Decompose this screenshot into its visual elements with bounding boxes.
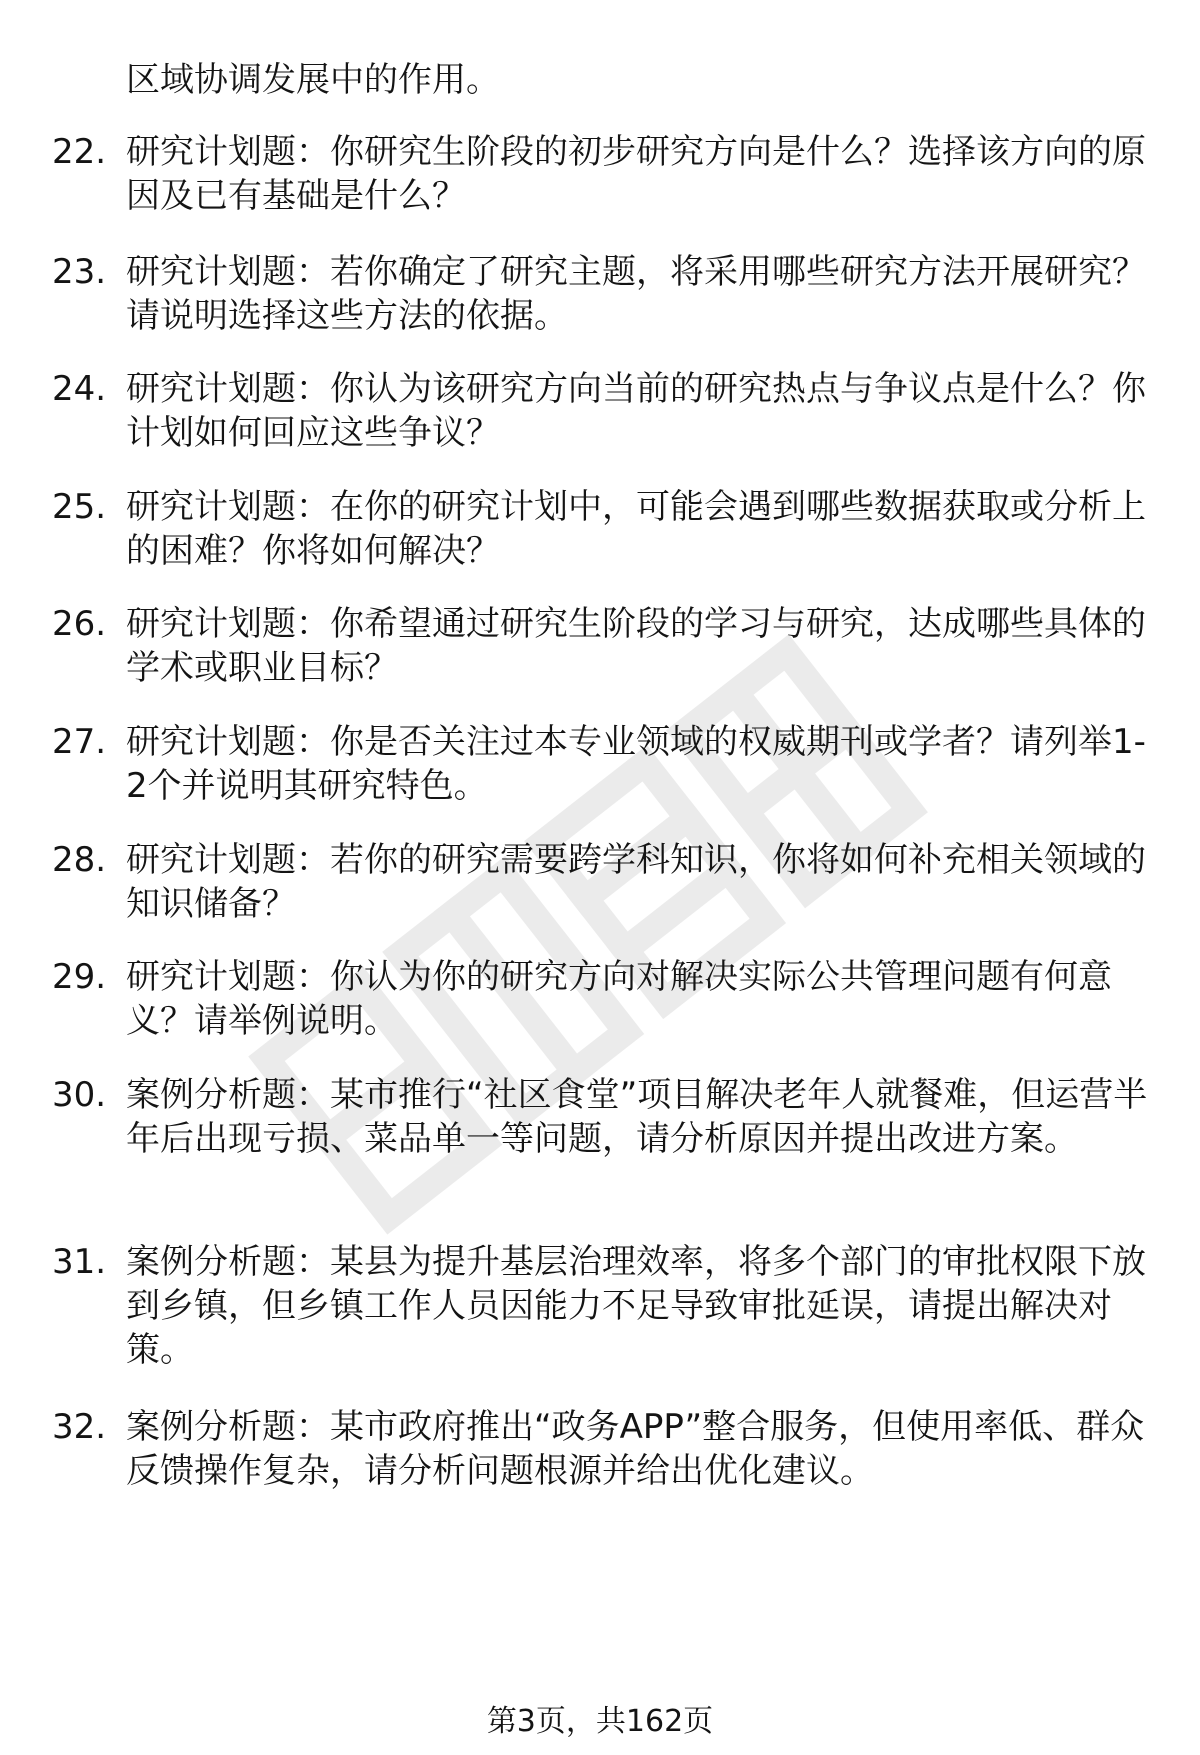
question-number: 32. [52,1407,107,1447]
question-text: 研究计划题：你研究生阶段的初步研究方向是什么？选择该方向的原因及已有基础是什么？ [126,132,1146,216]
question-number: 27. [52,722,107,762]
question-number: 22. [52,132,107,172]
question-text: 案例分析题：某县为提升基层治理效率，将多个部门的审批权限下放到乡镇，但乡镇工作人员因能力不足导致审批延误，请提出解决对策。 [126,1242,1146,1370]
question-text: 研究计划题：你希望通过研究生阶段的学习与研究，达成哪些具体的学术或职业目标？ [126,604,1146,688]
question-item [52,485,1152,573]
question-item [52,1073,1152,1161]
continuation-text: 区域协调发展中的作用。 [126,60,500,100]
question-number: 26. [52,604,107,644]
question-item [52,130,1152,218]
question-text: 研究计划题：若你的研究需要跨学科知识，你将如何补充相关领域的知识储备？ [126,840,1146,924]
question-item [52,602,1152,690]
question-item [52,720,1152,808]
question-text: 研究计划题：在你的研究计划中，可能会遇到哪些数据获取或分析上的困难？你将如何解决？ [126,487,1146,571]
question-text: 案例分析题：某市推行“社区食堂”项目解决老年人就餐难，但运营半年后出现亏损、菜品单一等问题，请分析原因并提出改进方案。 [126,1075,1148,1159]
question-number: 25. [52,487,107,527]
question-text: 研究计划题：你是否关注过本专业领域的权威期刊或学者？请列举1-2个并说明其研究特色。 [126,722,1146,806]
question-number: 30. [52,1075,107,1115]
question-number: 29. [52,957,107,997]
question-item [52,250,1152,338]
question-number: 31. [52,1242,107,1282]
question-item [52,367,1152,455]
question-text: 案例分析题：某市政府推出“政务APP”整合服务，但使用率低、群众反馈操作复杂，请分析问题根源并给出优化建议。 [126,1407,1145,1491]
question-number: 24. [52,369,107,409]
question-item [52,1405,1152,1493]
question-text: 研究计划题：你认为你的研究方向对解决实际公共管理问题有何意义？请举例说明。 [126,957,1112,1041]
question-number: 23. [52,252,107,292]
question-item [52,838,1152,926]
page-footer: 第3页，共162页 [486,1704,714,1739]
question-text: 研究计划题：若你确定了研究主题，将采用哪些研究方法开展研究？请说明选择这些方法的依据。 [126,252,1146,336]
question-item [52,955,1152,1043]
question-text: 研究计划题：你认为该研究方向当前的研究热点与争议点是什么？你计划如何回应这些争议？ [126,369,1146,453]
question-item [52,1240,1152,1372]
question-number: 28. [52,840,107,880]
